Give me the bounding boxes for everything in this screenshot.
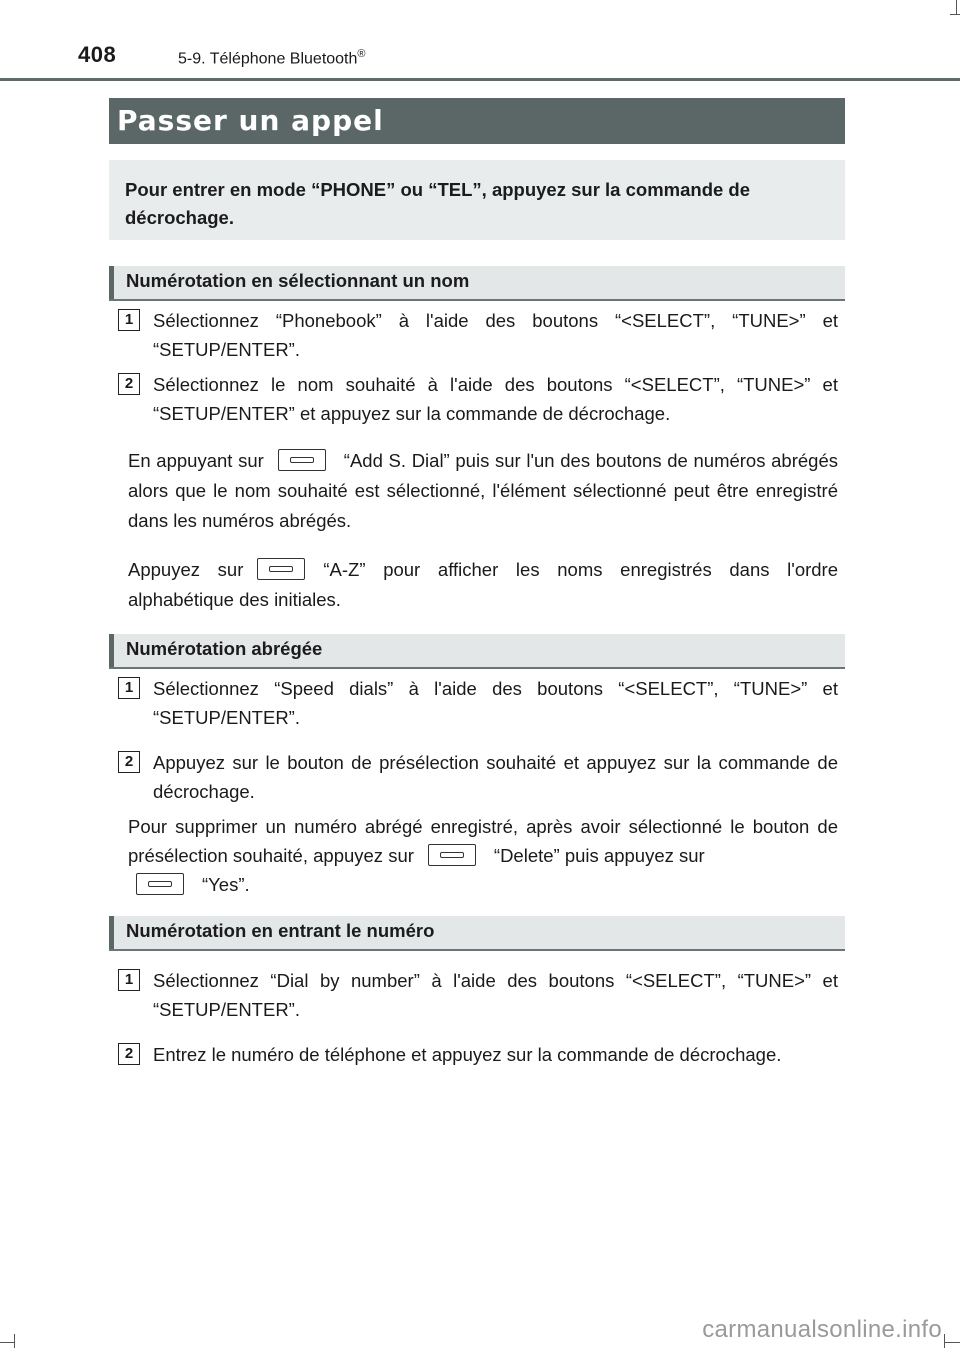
page-title-bar <box>109 98 845 144</box>
section-heading-enter-number <box>109 916 845 951</box>
step-text: Sélectionnez “Dial by number” à l'aide des boutons “<SELECT”, “TUNE>” et “SETUP/ENTER”. <box>153 970 838 1020</box>
crop-mark <box>944 1334 945 1348</box>
note-text: “A-Z” pour afficher les noms enregistrés dans l'ordre alphabétique des initiales. <box>128 559 839 610</box>
step-number-badge: 1 <box>118 309 140 331</box>
intro-box <box>109 160 845 240</box>
note-a-z <box>128 555 838 615</box>
horizontal-button-icon <box>428 844 476 866</box>
horizontal-button-icon <box>136 873 184 895</box>
section-heading-select-name <box>109 266 845 301</box>
registered-mark: ® <box>357 48 366 60</box>
crop-mark <box>950 14 960 15</box>
crop-mark <box>944 1342 960 1343</box>
header-rule <box>0 78 960 81</box>
intro-text: Pour entrer en mode “PHONE” ou “TEL”, appuyez sur la commande de décrochage. <box>125 179 751 228</box>
step-number-badge: 1 <box>118 677 140 699</box>
horizontal-button-icon <box>257 558 305 580</box>
note-text: “Delete” puis appuyez sur <box>493 845 705 866</box>
crop-mark <box>14 1334 15 1348</box>
section-heading-speed-dial <box>109 634 845 669</box>
page-number: 408 <box>78 42 117 67</box>
horizontal-button-icon <box>278 449 326 471</box>
note-add-speed-dial <box>128 446 838 536</box>
step-number-badge: 2 <box>118 373 140 395</box>
step-number-badge: 2 <box>118 1043 140 1065</box>
note-text: En appuyant sur <box>128 450 264 471</box>
crop-mark <box>0 1342 14 1343</box>
note-text: Appuyez sur <box>128 559 244 580</box>
note-text: “Yes”. <box>202 874 250 895</box>
step-text: Sélectionnez “Phonebook” à l'aide des boutons “<SELECT”, “TUNE>” et “SETUP/ENTER”. <box>153 310 838 360</box>
note-text: Pour supprimer un numéro abrégé enregistré, après avoir sélectionné le bouton de présélection souhaité, appuyez sur <box>128 816 838 866</box>
page-title: Passer un appel <box>117 104 384 137</box>
note-text: “Add S. Dial” puis sur l'un des boutons de numéros abrégés alors que le nom souhaité est sélectionné, l'élément sélectionné peut être enregistré dans les numéros abrégés. <box>128 450 838 531</box>
crop-mark <box>956 0 957 14</box>
section-heading-label: Numérotation en entrant le numéro <box>126 920 435 941</box>
step-number-badge: 2 <box>118 751 140 773</box>
step-text: Sélectionnez “Speed dials” à l'aide des boutons “<SELECT”, “TUNE>” et “SETUP/ENTER”. <box>153 678 838 728</box>
section-heading-label: Numérotation en sélectionnant un nom <box>126 270 470 291</box>
chapter-label: 5-9. Téléphone Bluetooth <box>178 50 358 68</box>
section-heading-label: Numérotation abrégée <box>126 638 323 659</box>
note-delete-speed-dial <box>128 812 838 899</box>
step-text: Appuyez sur le bouton de présélection souhaité et appuyez sur la commande de décrochage. <box>153 752 838 802</box>
step-text: Entrez le numéro de téléphone et appuyez sur la commande de décrochage. <box>153 1044 782 1065</box>
chapter-title <box>178 48 366 68</box>
watermark: carmanualsonline.info <box>702 1316 942 1343</box>
step-number-badge: 1 <box>118 969 140 991</box>
step-text: Sélectionnez le nom souhaité à l'aide des boutons “<SELECT”, “TUNE>” et “SETUP/ENTER” et appuyez sur la commande de décrochage. <box>153 374 838 424</box>
